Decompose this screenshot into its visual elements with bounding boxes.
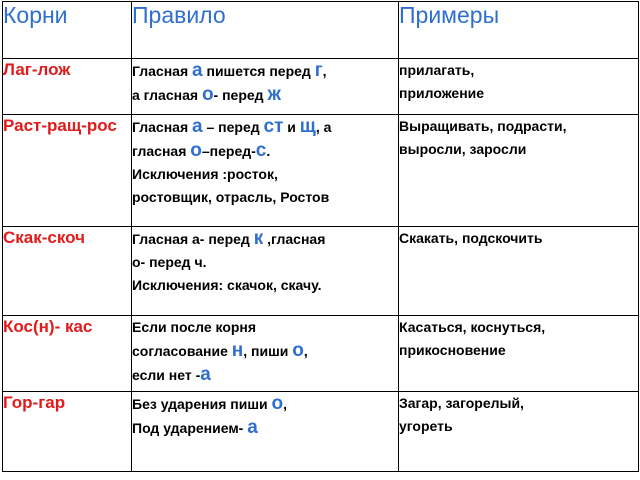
highlighted-letter: о <box>190 140 202 161</box>
examples-cell <box>399 392 639 472</box>
rule-line <box>132 186 398 209</box>
rule-text: Гласная <box>132 63 193 79</box>
highlighted-letter: а <box>200 364 211 385</box>
highlighted-letter: ж <box>267 84 281 105</box>
rule-line <box>132 339 398 363</box>
rule-text: пишется перед <box>202 63 315 79</box>
rule-text: и <box>283 119 300 135</box>
rule-text: Гласная <box>132 119 193 135</box>
example-line: прикосновение <box>399 342 506 358</box>
header-roots: Корни <box>3 2 132 59</box>
rule-line <box>132 316 398 339</box>
rule-line <box>132 227 398 251</box>
header-row <box>3 2 639 59</box>
table-row <box>3 115 639 227</box>
rule-text: Гласная а- перед <box>132 231 254 247</box>
rules-table <box>2 1 639 472</box>
example-line: Скакать, подскочить <box>399 230 543 246</box>
header-examples: Примеры <box>399 2 639 59</box>
rule-cell <box>132 316 399 392</box>
rule-line <box>132 139 398 163</box>
example-line: Выращивать, подрасти, <box>399 118 567 134</box>
rule-text: , <box>283 396 287 412</box>
examples-cell <box>399 316 639 392</box>
highlighted-letter: о <box>292 340 304 361</box>
highlighted-letter: щ <box>299 116 316 137</box>
rule-text: Под ударением- <box>132 420 248 436</box>
rule-cell <box>132 115 399 227</box>
highlighted-letter: о <box>271 393 284 414</box>
rule-text: –перед- <box>201 143 256 159</box>
rule-cell <box>132 59 399 115</box>
table-row <box>3 59 639 115</box>
rule-text: , <box>322 63 327 79</box>
root-cell: Гор-гар <box>3 392 132 472</box>
root-cell: Скак-скоч <box>3 227 132 316</box>
rule-text: согласование <box>132 343 232 359</box>
table-row <box>3 316 639 392</box>
rule-text: - перед <box>213 87 268 103</box>
example-line: прилагать, <box>399 62 475 78</box>
example-line: Загар, загорелый, <box>399 395 524 411</box>
rule-line <box>132 163 398 186</box>
header-rule: Правило <box>132 2 399 59</box>
rule-text: Исключения: скачок, скачу. <box>132 277 322 293</box>
rule-text: Исключения :росток, <box>132 166 278 182</box>
rule-text: ,гласная <box>263 231 326 247</box>
rule-text: , пиши <box>243 343 293 359</box>
highlighted-letter: а <box>247 417 258 438</box>
example-line: приложение <box>399 85 485 101</box>
root-cell: Раст-ращ-рос <box>3 115 132 227</box>
examples-cell <box>399 227 639 316</box>
rule-text: а гласная <box>132 87 202 103</box>
root-cell: Лаг-лож <box>3 59 132 115</box>
examples-cell <box>399 115 639 227</box>
highlighted-letter: г <box>314 60 323 81</box>
rule-line <box>132 115 398 139</box>
highlighted-letter: о <box>201 84 214 105</box>
rule-text: – перед <box>202 119 264 135</box>
rule-cell <box>132 392 399 472</box>
highlighted-letter: ст <box>263 116 284 137</box>
rule-line <box>132 83 398 107</box>
highlighted-letter: а <box>192 60 203 81</box>
highlighted-letter: к <box>253 228 264 249</box>
example-line: угореть <box>399 418 453 434</box>
rule-line <box>132 416 398 440</box>
rule-text: Если после корня <box>132 319 257 335</box>
table-row <box>3 392 639 472</box>
rule-text: если нет - <box>132 367 201 383</box>
rule-text: ростовщик, отрасль, Ростов <box>132 189 330 205</box>
rule-text: , <box>303 343 308 359</box>
root-cell: Кос(н)- кас <box>3 316 132 392</box>
rule-line <box>132 59 398 83</box>
highlighted-letter: с <box>255 140 267 161</box>
table-row <box>3 227 639 316</box>
rule-text: о- перед ч. <box>132 254 207 270</box>
rule-line <box>132 274 398 297</box>
rule-cell <box>132 227 399 316</box>
examples-cell <box>399 59 639 115</box>
rule-text: . <box>266 143 271 159</box>
highlighted-letter: н <box>231 340 244 361</box>
rule-line <box>132 251 398 274</box>
rule-text: , а <box>315 119 332 135</box>
rule-line <box>132 392 398 416</box>
example-line: Касаться, коснуться, <box>399 319 546 335</box>
rule-text: гласная <box>132 143 191 159</box>
example-line: выросли, заросли <box>399 141 527 157</box>
rule-text: Без ударения пиши <box>132 396 272 412</box>
rule-line <box>132 363 398 387</box>
highlighted-letter: а <box>192 116 203 137</box>
